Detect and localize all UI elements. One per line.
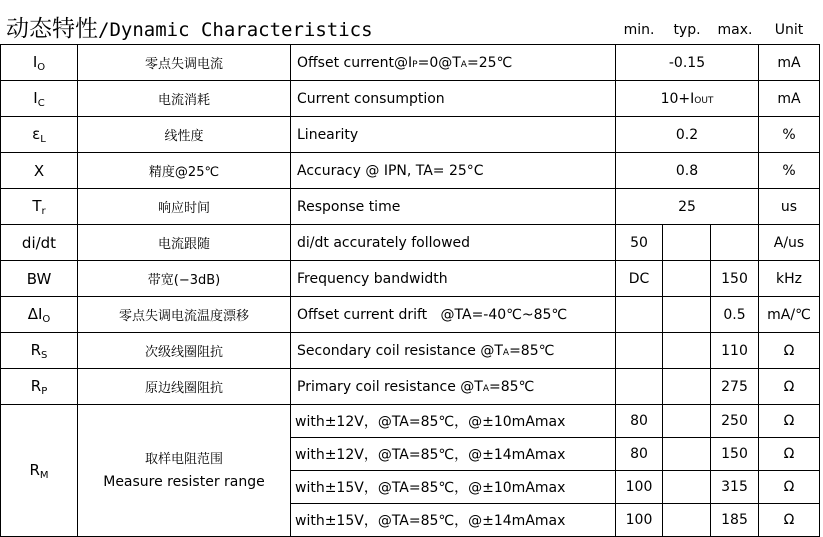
unit-cell: mA/℃	[759, 297, 820, 333]
typ-value-cell: 10+IOUT	[616, 81, 759, 117]
table-row	[1, 261, 820, 297]
min-value-cell: 80	[616, 438, 663, 471]
unit-cell: Ω	[759, 438, 820, 471]
max-value-cell: 185	[711, 504, 759, 537]
unit-cell: Ω	[759, 504, 820, 537]
symbol-cell: $T_r$	[1, 189, 78, 225]
description-cell: with±12V，@TA=85℃，@±10mAmax	[291, 405, 616, 438]
min-value-cell: DC	[616, 261, 663, 297]
header-min: min.	[623, 22, 655, 38]
symbol-cell: BW	[1, 261, 78, 297]
zh-name-cell: 带宽(−3dB)	[78, 261, 291, 297]
zh-name-cell: 电流消耗	[78, 81, 291, 117]
typ-value-cell	[663, 369, 711, 405]
unit-cell: Ω	[759, 369, 820, 405]
min-value-cell	[616, 297, 663, 333]
symbol-cell: $R_S$	[1, 333, 78, 369]
header-typ: typ.	[673, 22, 701, 38]
zh-name-cell: 原边线圈阻抗	[78, 369, 291, 405]
title-row	[0, 0, 823, 44]
max-value-cell: 150	[711, 261, 759, 297]
symbol-cell: $R_M$	[1, 405, 78, 537]
description-cell: Current consumption	[291, 81, 616, 117]
description-cell: Offset current drift @TA=-40℃~85℃	[291, 297, 616, 333]
max-value-cell: 250	[711, 405, 759, 438]
typ-value-cell: 25	[616, 189, 759, 225]
max-value-cell: 315	[711, 471, 759, 504]
zh-name-cell: 电流跟随	[78, 225, 291, 261]
table-row	[1, 225, 820, 261]
description-cell: Primary coil resistance @TA=85℃	[291, 369, 616, 405]
table-row	[1, 117, 820, 153]
max-value-cell: 0.5	[711, 297, 759, 333]
symbol-cell: $\Delta I_O$	[1, 297, 78, 333]
typ-value-cell: 0.8	[616, 153, 759, 189]
symbol-cell: di/dt	[1, 225, 78, 261]
description-cell: Linearity	[291, 117, 616, 153]
table-row	[1, 81, 820, 117]
description-cell: di/dt accurately followed	[291, 225, 616, 261]
unit-cell: mA	[759, 45, 820, 81]
description-cell: Secondary coil resistance @TA=85℃	[291, 333, 616, 369]
header-unit: Unit	[774, 22, 804, 38]
table-row	[1, 297, 820, 333]
unit-cell: %	[759, 153, 820, 189]
description-cell: Frequency bandwidth	[291, 261, 616, 297]
zh-name-cell: 零点失调电流	[78, 45, 291, 81]
table-row	[1, 153, 820, 189]
table-row	[1, 189, 820, 225]
characteristics-table	[0, 44, 820, 537]
unit-cell: %	[759, 117, 820, 153]
zh-name-cell: 次级线圈阻抗	[78, 333, 291, 369]
typ-value-cell	[663, 225, 711, 261]
description-cell: with±12V，@TA=85℃，@±14mAmax	[291, 438, 616, 471]
typ-value-cell	[663, 297, 711, 333]
typ-value-cell	[663, 261, 711, 297]
symbol-cell: $R_P$	[1, 369, 78, 405]
unit-cell: Ω	[759, 471, 820, 504]
unit-cell: kHz	[759, 261, 820, 297]
unit-cell: Ω	[759, 405, 820, 438]
min-value-cell: 50	[616, 225, 663, 261]
typ-value-cell: 0.2	[616, 117, 759, 153]
max-value-cell: 150	[711, 438, 759, 471]
description-cell: with±15V，@TA=85℃，@±10mAmax	[291, 471, 616, 504]
typ-value-cell	[663, 438, 711, 471]
header-max: max.	[717, 22, 753, 38]
typ-value-cell	[663, 333, 711, 369]
zh-name-cell: 精度@25℃	[78, 153, 291, 189]
min-value-cell: 100	[616, 504, 663, 537]
unit-cell: mA	[759, 81, 820, 117]
zh-name-cell: 线性度	[78, 117, 291, 153]
description-cell: with±15V，@TA=85℃，@±14mAmax	[291, 504, 616, 537]
title-en: /Dynamic Characteristics	[98, 19, 373, 41]
max-value-cell	[711, 225, 759, 261]
symbol-cell: $I_O$	[1, 45, 78, 81]
section-title	[6, 10, 373, 43]
typ-value-cell: -0.15	[616, 45, 759, 81]
zh-name-cell: 零点失调电流温度漂移	[78, 297, 291, 333]
min-value-cell: 100	[616, 471, 663, 504]
title-zh: 动态特性	[6, 16, 98, 42]
table-row	[1, 369, 820, 405]
typ-value-cell	[663, 405, 711, 438]
symbol-cell: $\varepsilon_L$	[1, 117, 78, 153]
max-value-cell: 110	[711, 333, 759, 369]
description-cell: Response time	[291, 189, 616, 225]
unit-cell: Ω	[759, 333, 820, 369]
max-value-cell: 275	[711, 369, 759, 405]
min-value-cell: 80	[616, 405, 663, 438]
typ-value-cell	[663, 504, 711, 537]
unit-cell: A/us	[759, 225, 820, 261]
symbol-cell: X	[1, 153, 78, 189]
typ-value-cell	[663, 471, 711, 504]
table-row	[1, 405, 820, 438]
table-row	[1, 333, 820, 369]
description-cell: Accuracy @ IPN, TA= 25°C	[291, 153, 616, 189]
unit-cell: us	[759, 189, 820, 225]
symbol-cell: $I_C$	[1, 81, 78, 117]
description-cell: Offset current@IP=0@TA=25℃	[291, 45, 616, 81]
zh-name-cell: 取样电阻范围 Measure resister range	[78, 405, 291, 537]
table-row	[1, 45, 820, 81]
min-value-cell	[616, 333, 663, 369]
min-value-cell	[616, 369, 663, 405]
zh-name-cell: 响应时间	[78, 189, 291, 225]
